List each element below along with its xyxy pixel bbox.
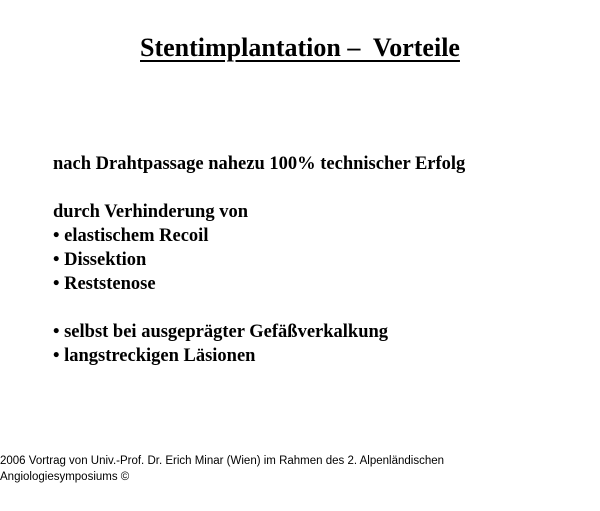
bullet-item: • langstreckigen Läsionen [53, 346, 256, 366]
success-statement: nach Drahtpassage nahezu 100% technischer Erfolg [53, 154, 466, 174]
slide-body [53, 152, 465, 368]
copyright-footer [0, 453, 444, 485]
bullet-item: • selbst bei ausgeprägter Gefäßverkalkung [53, 322, 389, 342]
spacer [53, 296, 465, 320]
footer-line: 2006 Vortrag von Univ.-Prof. Dr. Erich Minar (Wien) im Rahmen des 2. Alpenländischen [0, 455, 445, 467]
bullet-item: • elastischem Recoil [53, 226, 209, 246]
slide-title: Stentimplantation – Vorteile [140, 33, 460, 62]
bullet-item: • Reststenose [53, 274, 156, 294]
spacer [53, 176, 465, 200]
footer-line: Angiologiesymposiums © [0, 471, 130, 483]
bullet-item: • Dissektion [53, 250, 147, 270]
prevention-heading: durch Verhinderung von [53, 202, 248, 222]
